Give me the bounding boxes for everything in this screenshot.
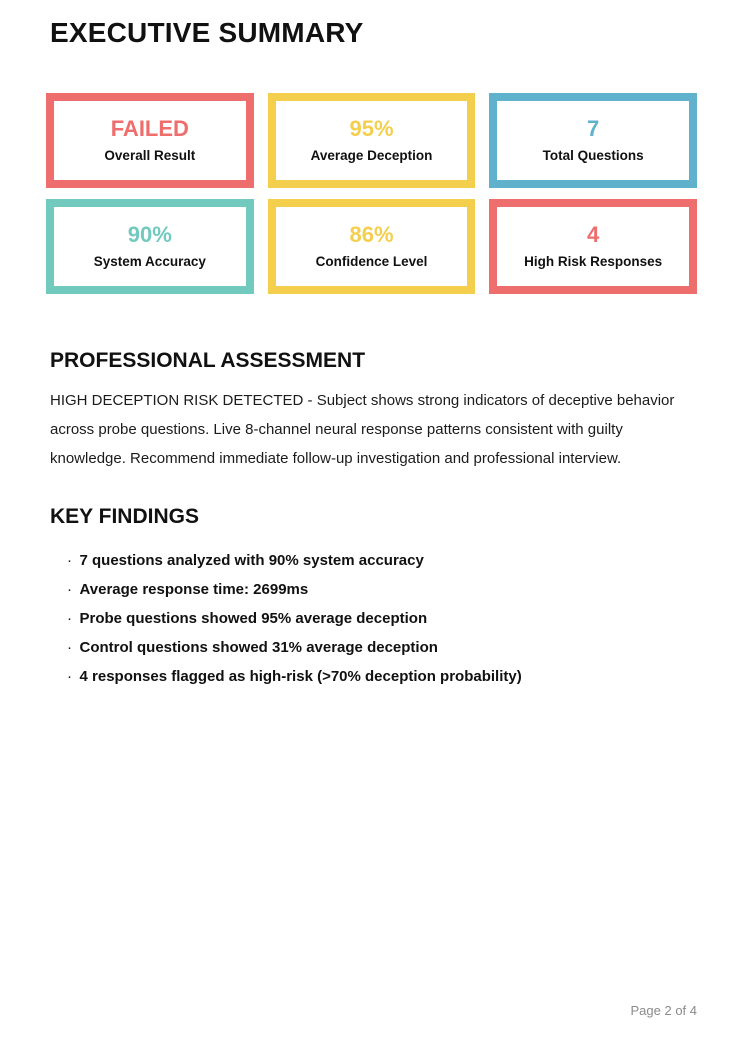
finding-item: · Average response time: 2699ms (67, 575, 697, 604)
professional-assessment-heading: PROFESSIONAL ASSESSMENT (50, 349, 366, 372)
metric-value: FAILED (110, 116, 189, 142)
finding-item: · Probe questions showed 95% average deception (67, 604, 697, 633)
metric-label: High Risk Responses (524, 254, 663, 270)
metric-card (46, 93, 254, 188)
metric-label: Total Questions (542, 148, 644, 164)
metric-label: System Accuracy (93, 254, 206, 270)
metric-card (268, 199, 476, 294)
page-number: Page 2 of 4 (630, 1003, 697, 1018)
metric-value: 7 (587, 116, 600, 142)
metric-card (489, 93, 697, 188)
finding-item: · Control questions showed 31% average deception (67, 633, 697, 662)
professional-assessment-text: HIGH DECEPTION RISK DETECTED - Subject shows strong indicators of deceptive behavior across probe questions. Live 8-channel neural response patterns consistent with guilty knowledge. Recommend immediate follow-up investigation and professional interview. (50, 392, 675, 467)
page-title: EXECUTIVE SUMMARY (50, 17, 364, 48)
key-findings-list (67, 546, 697, 691)
metric-value: 4 (587, 222, 600, 248)
metric-card (46, 199, 254, 294)
metric-label: Confidence Level (315, 254, 428, 270)
finding-item: · 7 questions analyzed with 90% system accuracy (67, 546, 697, 575)
metric-card (268, 93, 476, 188)
key-findings-section (46, 504, 697, 691)
key-findings-heading: KEY FINDINGS (50, 505, 199, 528)
metric-value: 90% (127, 222, 172, 248)
metric-card (489, 199, 697, 294)
metric-value: 86% (349, 222, 394, 248)
metric-label: Average Deception (310, 148, 433, 164)
metric-value: 95% (349, 116, 394, 142)
professional-assessment-section (46, 348, 697, 473)
metric-cards-grid (46, 93, 697, 294)
metric-label: Overall Result (104, 148, 196, 164)
finding-item: · 4 responses flagged as high-risk (>70% deception probability) (67, 662, 697, 691)
